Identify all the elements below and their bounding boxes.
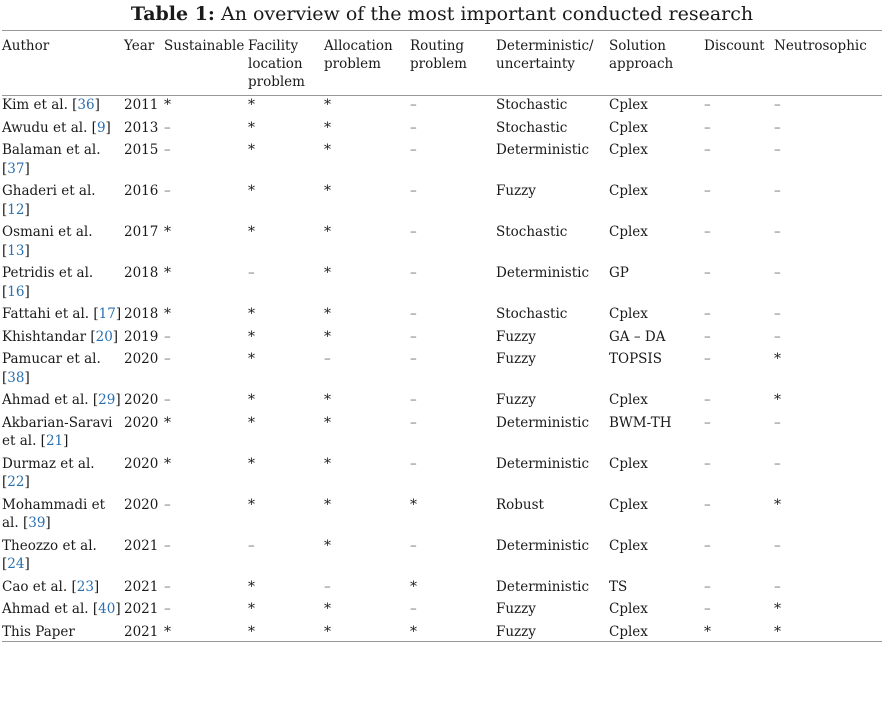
allocation-cell: *	[324, 601, 331, 617]
citation-link[interactable]: 20	[95, 328, 113, 345]
neutrosophic-cell: –	[774, 455, 781, 472]
routing-cell: –	[410, 351, 417, 367]
routing-cell: –	[410, 601, 417, 617]
routing-cell: *	[410, 496, 417, 513]
header-solution: Solution approach	[609, 38, 674, 72]
allocation-cell: *	[324, 496, 331, 513]
allocation-cell: *	[324, 224, 331, 240]
table-row	[2, 219, 882, 260]
neutrosophic-cell: *	[774, 496, 781, 513]
header-facility-location: Facility location problem	[248, 38, 305, 90]
solution-cell: Cplex	[609, 97, 648, 113]
facility-cell: *	[248, 183, 255, 199]
author-name: Pamucar et al.	[2, 351, 101, 367]
sustainable-cell: *	[164, 306, 171, 322]
routing-cell: *	[410, 623, 417, 640]
citation-link[interactable]: 39	[28, 515, 46, 531]
table-row	[2, 137, 882, 178]
discount-cell: –	[704, 392, 711, 408]
facility-cell: –	[248, 537, 255, 554]
author-cell: Balaman et al. [37]	[2, 142, 101, 177]
routing-cell: –	[410, 97, 417, 113]
sustainable-cell: –	[164, 119, 171, 136]
table-row	[2, 96, 882, 115]
routing-cell: –	[410, 414, 417, 431]
neutrosophic-cell: –	[774, 328, 781, 345]
facility-cell: *	[248, 623, 255, 640]
allocation-cell: *	[324, 537, 331, 554]
neutrosophic-cell: –	[774, 224, 781, 240]
solution-cell: Cplex	[609, 224, 648, 240]
facility-cell: *	[248, 578, 255, 595]
uncertainty-cell: Deterministic	[496, 578, 590, 595]
author-name: Awudu et al.	[2, 119, 88, 136]
table-row	[2, 387, 882, 410]
uncertainty-cell: Fuzzy	[496, 601, 536, 617]
author-name: Ahmad et al.	[2, 392, 89, 408]
solution-cell: Cplex	[609, 496, 648, 513]
discount-cell: –	[704, 328, 711, 345]
year-cell: 2013	[124, 119, 159, 136]
year-cell: 2016	[124, 183, 159, 199]
author-name: Ahmad et al.	[2, 601, 89, 617]
header-neutrosophic: Neutrosophic	[774, 38, 867, 54]
facility-cell: *	[248, 496, 255, 513]
routing-cell: –	[410, 119, 417, 136]
header-year: Year	[124, 38, 155, 54]
header-sustainable: Sustainable	[164, 38, 245, 54]
year-cell: 2021	[124, 578, 159, 595]
neutrosophic-cell: *	[774, 601, 781, 617]
author-cell: Petridis et al. [16]	[2, 265, 94, 300]
solution-cell: Cplex	[609, 537, 648, 554]
allocation-cell: *	[324, 306, 331, 322]
author-cell: Pamucar et al. [38]	[2, 351, 101, 386]
citation-link[interactable]: 16	[7, 283, 25, 300]
table-row	[2, 115, 882, 138]
table-body	[2, 96, 882, 642]
facility-cell: *	[248, 306, 255, 322]
facility-cell: *	[248, 392, 255, 408]
allocation-cell: *	[324, 414, 331, 431]
citation-link[interactable]: 38	[7, 369, 25, 386]
neutrosophic-cell: *	[774, 392, 781, 408]
solution-cell: GA – DA	[609, 328, 666, 345]
table-row	[2, 619, 882, 642]
uncertainty-cell: Deterministic	[496, 142, 590, 158]
author-name: Cao et al.	[2, 578, 68, 595]
year-cell: 2020	[124, 392, 159, 408]
table-row	[2, 260, 882, 301]
year-cell: 2018	[124, 306, 159, 322]
author-name: Theozzo et al.	[2, 537, 97, 554]
facility-cell: –	[248, 265, 255, 281]
author-cell: Fattahi et al. [17]	[2, 306, 122, 322]
table-row	[2, 178, 882, 219]
discount-cell: –	[704, 601, 711, 617]
uncertainty-cell: Fuzzy	[496, 351, 536, 367]
uncertainty-cell: Stochastic	[496, 306, 568, 322]
sustainable-cell: *	[164, 455, 171, 472]
allocation-cell: *	[324, 265, 331, 281]
allocation-cell: *	[324, 392, 331, 408]
solution-cell: Cplex	[609, 455, 648, 472]
author-name: Khishtandar	[2, 328, 87, 345]
allocation-cell: *	[324, 328, 331, 345]
discount-cell: *	[704, 623, 711, 640]
table-row	[2, 301, 882, 324]
sustainable-cell: –	[164, 578, 171, 595]
author-name: Osmani et al.	[2, 224, 93, 240]
discount-cell: –	[704, 119, 711, 136]
table-row	[2, 451, 882, 492]
author-name: Ghaderi et al.	[2, 183, 96, 199]
caption-text: An overview of the most important conducted research	[221, 3, 754, 25]
allocation-cell: *	[324, 455, 331, 472]
discount-cell: –	[704, 351, 711, 367]
solution-cell: TS	[609, 578, 628, 595]
allocation-cell: –	[324, 351, 331, 367]
sustainable-cell: *	[164, 623, 171, 640]
discount-cell: –	[704, 414, 711, 431]
author-name: Balaman et al.	[2, 142, 101, 158]
sustainable-cell: *	[164, 265, 171, 281]
year-cell: 2020	[124, 455, 159, 472]
discount-cell: –	[704, 537, 711, 554]
year-cell: 2021	[124, 601, 159, 617]
uncertainty-cell: Fuzzy	[496, 328, 536, 345]
uncertainty-cell: Deterministic	[496, 414, 590, 431]
solution-cell: GP	[609, 265, 629, 281]
routing-cell: –	[410, 224, 417, 240]
sustainable-cell: *	[164, 97, 171, 113]
uncertainty-cell: Stochastic	[496, 224, 568, 240]
discount-cell: –	[704, 224, 711, 240]
header-deterministic: Deterministic/ uncertainty	[496, 38, 594, 72]
sustainable-cell: –	[164, 183, 171, 199]
discount-cell: –	[704, 496, 711, 513]
neutrosophic-cell: –	[774, 183, 781, 199]
author-name: Mohammadi et al.	[2, 496, 106, 531]
citation-link[interactable]: 29	[98, 392, 116, 408]
author-cell: Durmaz et al. [22]	[2, 455, 95, 490]
citation-link[interactable]: 40	[98, 601, 116, 617]
sustainable-cell: –	[164, 392, 171, 408]
routing-cell: –	[410, 328, 417, 345]
author-cell: Ahmad et al. [40]	[2, 601, 121, 617]
citation-link[interactable]: 22	[7, 474, 25, 490]
discount-cell: –	[704, 183, 711, 199]
author-cell: Mohammadi et al. [39]	[2, 496, 106, 531]
routing-cell: –	[410, 142, 417, 158]
routing-cell: –	[410, 537, 417, 554]
uncertainty-cell: Deterministic	[496, 455, 590, 472]
sustainable-cell: –	[164, 601, 171, 617]
table-row	[2, 410, 882, 451]
header-routing: Routing problem	[410, 38, 467, 72]
author-name: Akbarian-Saravi et al.	[2, 414, 113, 449]
sustainable-cell: *	[164, 224, 171, 240]
solution-cell: Cplex	[609, 142, 648, 158]
routing-cell: –	[410, 183, 417, 199]
year-cell: 2019	[124, 328, 159, 345]
uncertainty-cell: Deterministic	[496, 537, 590, 554]
uncertainty-cell: Fuzzy	[496, 623, 536, 640]
facility-cell: *	[248, 455, 255, 472]
solution-cell: Cplex	[609, 183, 648, 199]
author-cell: Khishtandar [20]	[2, 328, 119, 345]
neutrosophic-cell: –	[774, 578, 781, 595]
citation-link[interactable]: 17	[98, 306, 116, 322]
facility-cell: *	[248, 97, 255, 113]
sustainable-cell: *	[164, 414, 171, 431]
year-cell: 2017	[124, 224, 159, 240]
table-row	[2, 324, 882, 347]
caption-label: Table 1:	[130, 3, 215, 25]
neutrosophic-cell: –	[774, 265, 781, 281]
sustainable-cell: –	[164, 537, 171, 554]
solution-cell: BWM-TH	[609, 414, 672, 431]
discount-cell: –	[704, 142, 711, 158]
author-cell: Osmani et al. [13]	[2, 224, 93, 259]
author-name: Durmaz et al.	[2, 455, 95, 472]
routing-cell: *	[410, 578, 417, 595]
uncertainty-cell: Stochastic	[496, 97, 568, 113]
author-name: Petridis et al.	[2, 265, 94, 281]
facility-cell: *	[248, 351, 255, 367]
routing-cell: –	[410, 265, 417, 281]
uncertainty-cell: Fuzzy	[496, 392, 536, 408]
neutrosophic-cell: –	[774, 97, 781, 113]
facility-cell: *	[248, 142, 255, 158]
discount-cell: –	[704, 97, 711, 113]
citation-link[interactable]: 9	[96, 119, 106, 136]
solution-cell: Cplex	[609, 306, 648, 322]
citation-link[interactable]: 37	[7, 160, 25, 177]
year-cell: 2020	[124, 351, 159, 367]
author-name: Kim et al.	[2, 97, 68, 113]
author-cell: Kim et al. [36]	[2, 97, 100, 113]
author-name: Fattahi et al.	[2, 306, 90, 322]
author-cell: Cao et al. [23]	[2, 578, 100, 595]
citation-link[interactable]: 12	[7, 201, 25, 218]
sustainable-cell: –	[164, 142, 171, 158]
citation-link[interactable]: 24	[7, 556, 25, 572]
citation-link[interactable]: 36	[77, 97, 95, 113]
author-cell: Ahmad et al. [29]	[2, 392, 121, 408]
routing-cell: –	[410, 392, 417, 408]
table-caption	[0, 2, 884, 30]
facility-cell: *	[248, 224, 255, 240]
facility-cell: *	[248, 414, 255, 431]
discount-cell: –	[704, 306, 711, 322]
neutrosophic-cell: –	[774, 414, 781, 431]
year-cell: 2020	[124, 414, 159, 431]
allocation-cell: *	[324, 97, 331, 113]
routing-cell: –	[410, 455, 417, 472]
discount-cell: –	[704, 265, 711, 281]
year-cell: 2021	[124, 537, 159, 554]
table-row	[2, 533, 882, 574]
citation-link[interactable]: 23	[76, 578, 94, 595]
discount-cell: –	[704, 455, 711, 472]
author-cell: Theozzo et al. [24]	[2, 537, 97, 572]
table-row	[2, 596, 882, 619]
header-discount: Discount	[704, 38, 765, 54]
table-row	[2, 346, 882, 387]
solution-cell: Cplex	[609, 119, 648, 136]
solution-cell: TOPSIS	[609, 351, 662, 367]
solution-cell: Cplex	[609, 601, 648, 617]
author-cell: Akbarian-Saravi et al. [21]	[2, 414, 113, 449]
author-cell	[2, 619, 124, 642]
allocation-cell: *	[324, 142, 331, 158]
uncertainty-cell: Fuzzy	[496, 183, 536, 199]
sustainable-cell: –	[164, 351, 171, 367]
solution-cell: Cplex	[609, 392, 648, 408]
neutrosophic-cell: –	[774, 142, 781, 158]
year-cell: 2011	[124, 97, 159, 113]
neutrosophic-cell: –	[774, 119, 781, 136]
allocation-cell: *	[324, 183, 331, 199]
allocation-cell: *	[324, 119, 331, 136]
uncertainty-cell: Deterministic	[496, 265, 590, 281]
sustainable-cell: –	[164, 496, 171, 513]
discount-cell: –	[704, 578, 711, 595]
year-cell: 2018	[124, 265, 159, 281]
citation-link[interactable]: 21	[45, 433, 64, 449]
neutrosophic-cell: –	[774, 537, 781, 554]
facility-cell: *	[248, 601, 255, 617]
year-cell: 2020	[124, 496, 159, 513]
header-allocation: Allocation problem	[324, 38, 393, 72]
facility-cell: *	[248, 328, 255, 345]
citation-link[interactable]: 13	[7, 242, 25, 259]
author-cell: Awudu et al. [9]	[2, 119, 111, 136]
facility-cell: *	[248, 119, 255, 136]
table-row	[2, 574, 882, 597]
author-cell: Ghaderi et al. [12]	[2, 183, 96, 218]
uncertainty-cell: Robust	[496, 496, 544, 513]
table-row	[2, 492, 882, 533]
neutrosophic-cell: *	[774, 351, 781, 367]
uncertainty-cell: Stochastic	[496, 119, 568, 136]
allocation-cell: –	[324, 578, 331, 595]
year-cell: 2021	[124, 623, 159, 640]
neutrosophic-cell: –	[774, 306, 781, 322]
header-author: Author	[2, 38, 50, 54]
author-name: This Paper	[2, 623, 75, 640]
neutrosophic-cell: *	[774, 623, 781, 640]
research-overview-table	[2, 30, 882, 642]
year-cell: 2015	[124, 142, 159, 158]
allocation-cell: *	[324, 623, 331, 640]
routing-cell: –	[410, 306, 417, 322]
sustainable-cell: –	[164, 328, 171, 345]
header-row	[2, 31, 882, 96]
solution-cell: Cplex	[609, 623, 648, 640]
